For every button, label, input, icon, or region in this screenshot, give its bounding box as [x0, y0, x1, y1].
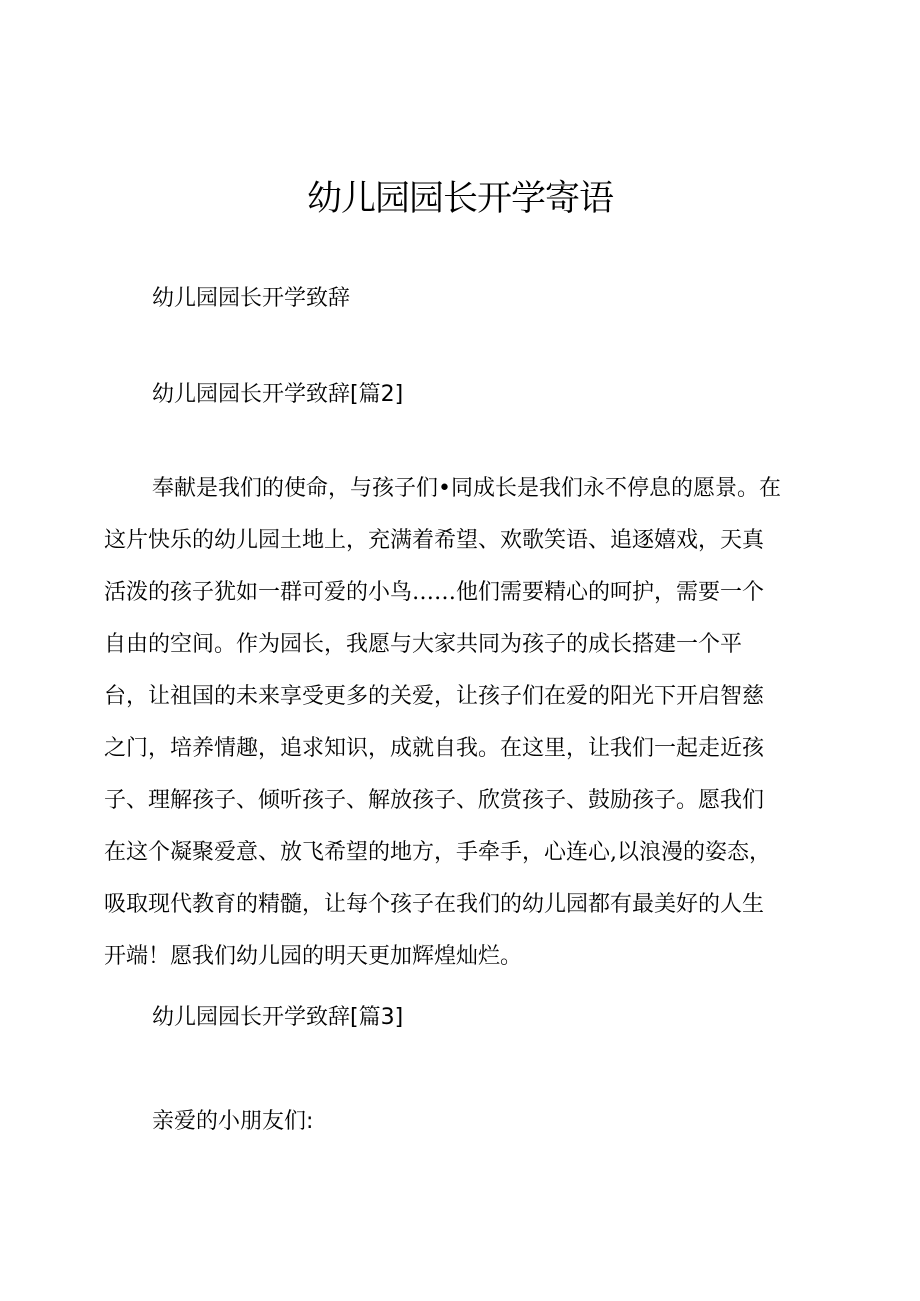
paragraph-line: 这片快乐的幼儿园土地上，充满着希望、欢歌笑语、追逐嬉戏，天真: [104, 528, 765, 553]
paragraph-line: 之门，培养情趣，追求知识，成就自我。在这里，让我们一起走近孩: [104, 736, 765, 761]
greeting-line: 亲爱的小朋友们:: [152, 1109, 314, 1134]
paragraph-line: 奉献是我们的使命，与孩子们•同成长是我们永不停息的愿景。在: [152, 476, 781, 501]
paragraph-line: 台，让祖国的未来享受更多的关爱，让孩子们在爱的阳光下开启智慈: [104, 684, 765, 709]
paragraph-line: 开端！愿我们幼儿园的明天更加辉煌灿烂。: [104, 944, 523, 969]
part3-heading: 幼儿园园长开学致辞[篇3]: [152, 1005, 404, 1030]
paragraph-line: 活泼的孩子犹如一群可爱的小鸟……他们需要精心的呵护，需要一个: [104, 580, 765, 605]
document-title: 幼儿园园长开学寄语: [306, 179, 613, 219]
section-heading: 幼儿园园长开学致辞: [152, 286, 351, 311]
paragraph-line: 在这个凝聚爱意、放飞希望的地方，手牵手，心连心,以浪漫的姿态，: [104, 840, 771, 865]
paragraph-line: 子、理解孩子、倾听孩子、解放孩子、欣赏孩子、鼓励孩子。愿我们: [104, 788, 765, 813]
paragraph-line: 自由的空间。作为园长，我愿与大家共同为孩子的成长搭建一个平: [104, 632, 743, 657]
part2-heading: 幼儿园园长开学致辞[篇2]: [152, 382, 404, 407]
paragraph-line: 吸取现代教育的精髓，让每个孩子在我们的幼儿园都有最美好的人生: [104, 892, 765, 917]
